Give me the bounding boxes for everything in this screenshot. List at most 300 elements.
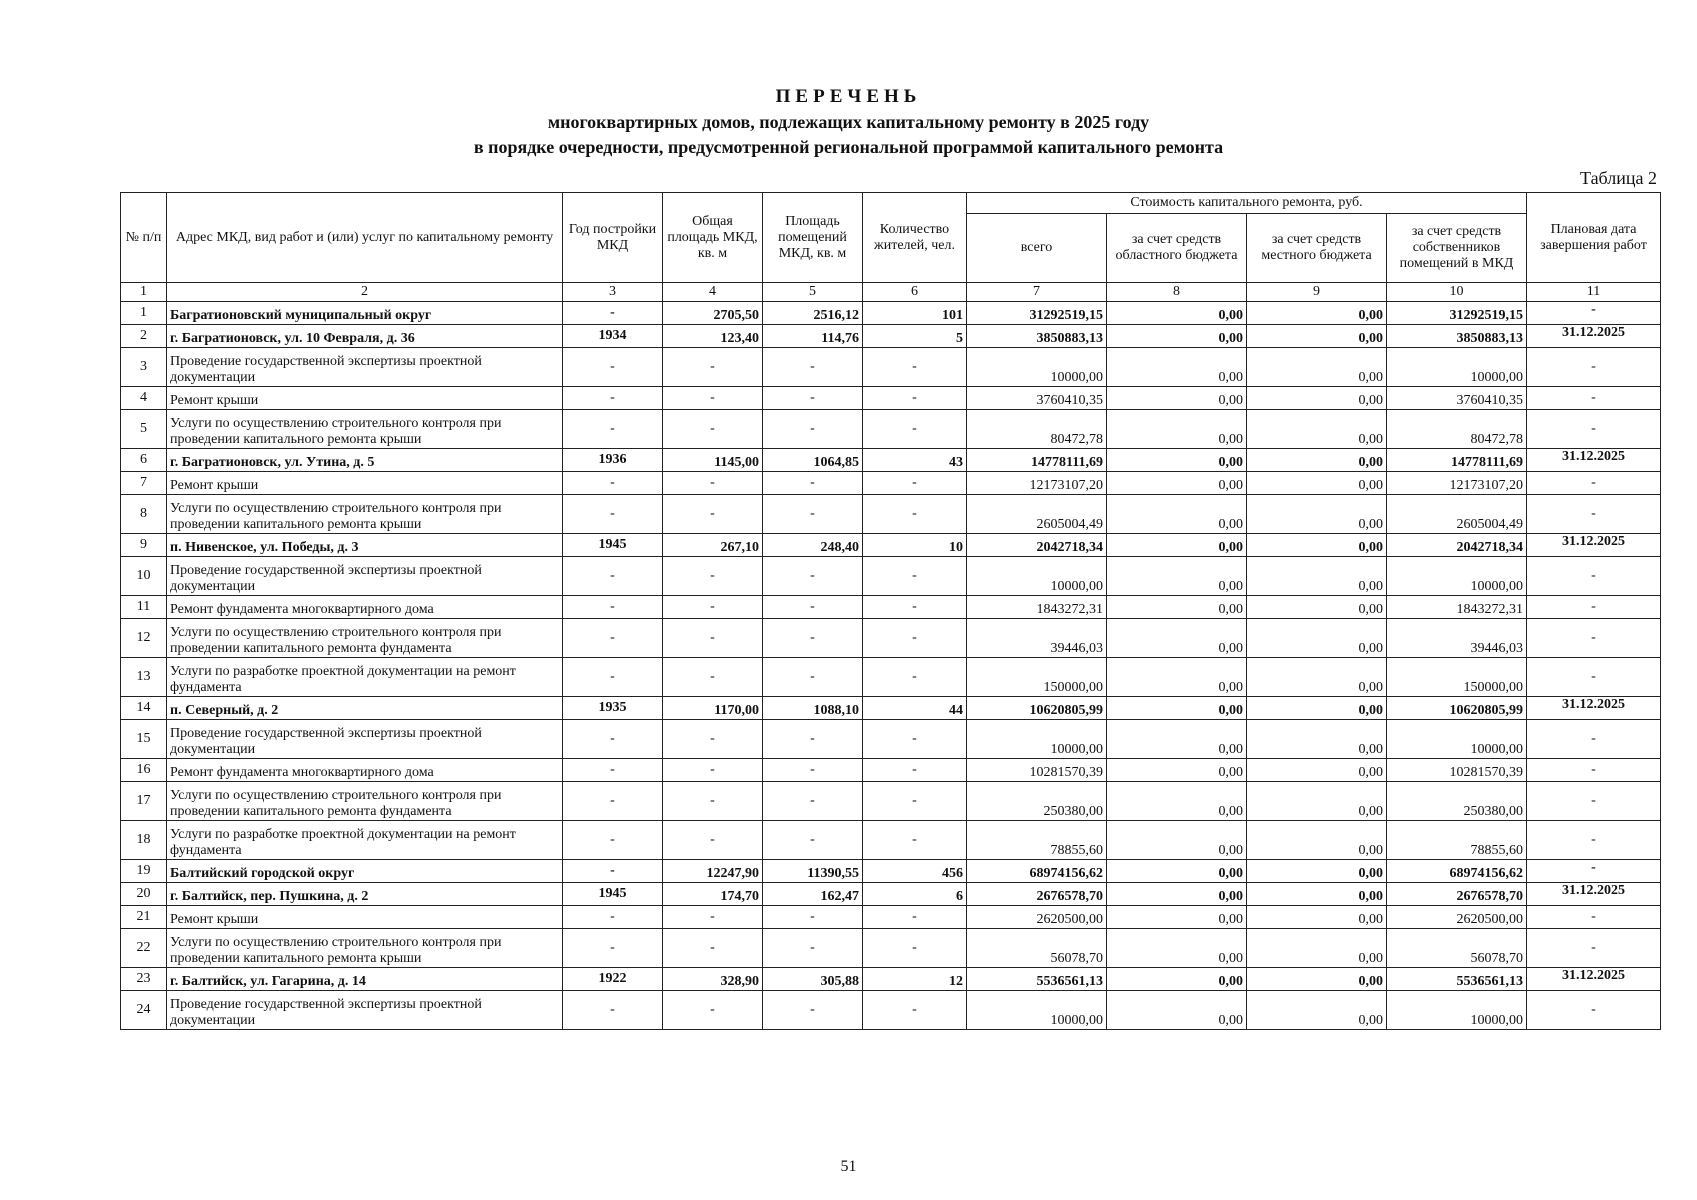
cell-year: 1945 [563,534,663,557]
cell-total-area: - [663,472,763,495]
cell-cost-total: 10000,00 [967,348,1107,387]
cell-cost-regional: 0,00 [1107,991,1247,1030]
table-row [121,968,1661,991]
cell-total-area: - [663,619,763,658]
cell-year: - [563,929,663,968]
cell-cost-regional: 0,00 [1107,906,1247,929]
cell-cost-total: 10620805,99 [967,697,1107,720]
cell-cost-total: 3760410,35 [967,387,1107,410]
cell-total-area: - [663,991,763,1030]
table-row [121,302,1661,325]
cell-premises-area: 114,76 [763,325,863,348]
cell-cost-owners: 78855,60 [1387,821,1527,860]
cell-cost-total: 2620500,00 [967,906,1107,929]
column-number: 9 [1247,283,1387,302]
cell-total-area: 174,70 [663,883,763,906]
cell-residents: - [863,387,967,410]
cell-address: Услуги по осуществлению строительного контроля при проведении капитального ремонта крыши [167,929,563,968]
cell-residents: - [863,782,967,821]
cell-address: Услуги по осуществлению строительного контроля при проведении капитального ремонта крыши [167,410,563,449]
cell-end-date: - [1527,302,1661,325]
cell-cost-local: 0,00 [1247,929,1387,968]
cell-total-area: 328,90 [663,968,763,991]
cell-end-date: - [1527,759,1661,782]
cell-cost-local: 0,00 [1247,387,1387,410]
column-number: 6 [863,283,967,302]
table-row [121,929,1661,968]
cell-residents: - [863,348,967,387]
table-row [121,325,1661,348]
cell-cost-owners: 5536561,13 [1387,968,1527,991]
table-body [121,302,1661,1030]
cell-residents: 44 [863,697,967,720]
cell-year: - [563,906,663,929]
cell-cost-owners: 10000,00 [1387,991,1527,1030]
cell-cost-owners: 80472,78 [1387,410,1527,449]
table-row [121,821,1661,860]
cell-total-area: - [663,759,763,782]
table-row [121,782,1661,821]
table-header [121,193,1661,302]
cell-num: 3 [121,348,167,387]
header-cost-local: за счет средств местного бюджета [1247,214,1387,283]
cell-cost-owners: 1843272,31 [1387,596,1527,619]
cell-cost-owners: 10000,00 [1387,557,1527,596]
cell-premises-area: - [763,472,863,495]
cell-cost-local: 0,00 [1247,495,1387,534]
cell-premises-area: 1088,10 [763,697,863,720]
cell-year: - [563,658,663,697]
cell-end-date: - [1527,348,1661,387]
cell-cost-regional: 0,00 [1107,495,1247,534]
cell-premises-area: - [763,720,863,759]
table-row [121,991,1661,1030]
cell-cost-regional: 0,00 [1107,821,1247,860]
cell-premises-area: 1064,85 [763,449,863,472]
cell-year: 1936 [563,449,663,472]
cell-cost-local: 0,00 [1247,534,1387,557]
cell-total-area: - [663,658,763,697]
cell-residents: 6 [863,883,967,906]
cell-end-date: - [1527,658,1661,697]
header-residents: Количество жителей, чел. [863,193,967,283]
header-total-area: Общая площадь МКД, кв. м [663,193,763,283]
cell-total-area: - [663,410,763,449]
cell-end-date: - [1527,991,1661,1030]
cell-cost-regional: 0,00 [1107,325,1247,348]
cell-residents: - [863,906,967,929]
cell-cost-regional: 0,00 [1107,619,1247,658]
cell-premises-area: - [763,821,863,860]
cell-residents: - [863,720,967,759]
cell-total-area: - [663,495,763,534]
cell-residents: - [863,495,967,534]
table-row [121,348,1661,387]
cell-address: Багратионовский муниципальный округ [167,302,563,325]
cell-end-date: - [1527,495,1661,534]
cell-year: 1934 [563,325,663,348]
cell-total-area: 1170,00 [663,697,763,720]
page-subtitle-line2: в порядке очередности, предусмотренной региональной программой капитального ремонта [473,137,1224,157]
cell-cost-local: 0,00 [1247,782,1387,821]
table-row [121,557,1661,596]
cell-num: 22 [121,929,167,968]
cell-address: Проведение государственной экспертизы проектной документации [167,720,563,759]
cell-premises-area: - [763,759,863,782]
cell-address: Проведение государственной экспертизы проектной документации [167,348,563,387]
cell-cost-local: 0,00 [1247,906,1387,929]
cell-cost-owners: 14778111,69 [1387,449,1527,472]
cell-year: - [563,759,663,782]
cell-residents: - [863,991,967,1030]
cell-num: 11 [121,596,167,619]
cell-num: 7 [121,472,167,495]
page-number: 51 [840,1158,857,1175]
cell-cost-regional: 0,00 [1107,348,1247,387]
cell-num: 9 [121,534,167,557]
cell-address: п. Северный, д. 2 [167,697,563,720]
cell-cost-owners: 2042718,34 [1387,534,1527,557]
cell-residents: - [863,821,967,860]
header-address: Адрес МКД, вид работ и (или) услуг по капитальному ремонту [167,193,563,283]
cell-year: - [563,860,663,883]
cell-total-area: - [663,821,763,860]
cell-cost-regional: 0,00 [1107,534,1247,557]
cell-total-area: - [663,387,763,410]
cell-residents: - [863,929,967,968]
cell-premises-area: 11390,55 [763,860,863,883]
cell-premises-area: 248,40 [763,534,863,557]
cell-premises-area: 2516,12 [763,302,863,325]
cell-residents: - [863,557,967,596]
header-year: Год постройки МКД [563,193,663,283]
cell-residents: - [863,658,967,697]
cell-address: Услуги по осуществлению строительного контроля при проведении капитального ремонта крыши [167,495,563,534]
cell-cost-local: 0,00 [1247,697,1387,720]
cell-cost-total: 10000,00 [967,720,1107,759]
cell-cost-owners: 2620500,00 [1387,906,1527,929]
header-num: № п/п [121,193,167,283]
cell-address: г. Багратионовск, ул. 10 Февраля, д. 36 [167,325,563,348]
cell-residents: 101 [863,302,967,325]
cell-year: - [563,410,663,449]
cell-cost-owners: 250380,00 [1387,782,1527,821]
cell-end-date: - [1527,619,1661,658]
cell-cost-owners: 10620805,99 [1387,697,1527,720]
cell-cost-regional: 0,00 [1107,720,1247,759]
cell-cost-total: 5536561,13 [967,968,1107,991]
header-premises-area: Площадь помещений МКД, кв. м [763,193,863,283]
cell-cost-total: 2676578,70 [967,883,1107,906]
cell-cost-regional: 0,00 [1107,410,1247,449]
cell-num: 5 [121,410,167,449]
cell-address: г. Балтийск, ул. Гагарина, д. 14 [167,968,563,991]
cell-cost-total: 10000,00 [967,557,1107,596]
cell-total-area: - [663,782,763,821]
cell-cost-total: 39446,03 [967,619,1107,658]
cell-year: - [563,302,663,325]
cell-premises-area: 305,88 [763,968,863,991]
table-row [121,534,1661,557]
table-row [121,619,1661,658]
cell-end-date: 31.12.2025 [1527,534,1661,557]
cell-num: 2 [121,325,167,348]
cell-residents: 10 [863,534,967,557]
cell-cost-owners: 10000,00 [1387,348,1527,387]
cell-cost-total: 1843272,31 [967,596,1107,619]
table-row [121,387,1661,410]
cell-cost-total: 250380,00 [967,782,1107,821]
table-row [121,883,1661,906]
cell-address: Услуги по разработке проектной документации на ремонт фундамента [167,658,563,697]
cell-cost-regional: 0,00 [1107,658,1247,697]
column-number: 4 [663,283,763,302]
cell-end-date: 31.12.2025 [1527,325,1661,348]
cell-cost-regional: 0,00 [1107,387,1247,410]
column-number: 5 [763,283,863,302]
header-cost-regional: за счет средств областного бюджета [1107,214,1247,283]
cell-year: 1935 [563,697,663,720]
cell-year: - [563,821,663,860]
cell-end-date: - [1527,387,1661,410]
cell-year: - [563,991,663,1030]
cell-premises-area: - [763,782,863,821]
cell-cost-total: 150000,00 [967,658,1107,697]
cell-cost-local: 0,00 [1247,325,1387,348]
cell-total-area: - [663,557,763,596]
column-number: 8 [1107,283,1247,302]
cell-cost-regional: 0,00 [1107,860,1247,883]
cell-premises-area: - [763,557,863,596]
cell-premises-area: - [763,596,863,619]
cell-cost-owners: 12173107,20 [1387,472,1527,495]
cell-cost-owners: 31292519,15 [1387,302,1527,325]
cell-cost-local: 0,00 [1247,860,1387,883]
table-row [121,449,1661,472]
cell-premises-area: - [763,495,863,534]
cell-address: Балтийский городской округ [167,860,563,883]
table-row [121,596,1661,619]
table-row [121,759,1661,782]
cell-num: 8 [121,495,167,534]
cell-cost-local: 0,00 [1247,472,1387,495]
cell-residents: - [863,596,967,619]
cell-cost-regional: 0,00 [1107,596,1247,619]
cell-cost-total: 3850883,13 [967,325,1107,348]
cell-end-date: - [1527,472,1661,495]
table-row [121,472,1661,495]
cell-num: 12 [121,619,167,658]
cell-year: - [563,348,663,387]
cell-end-date: - [1527,410,1661,449]
cell-end-date: - [1527,929,1661,968]
cell-cost-owners: 10281570,39 [1387,759,1527,782]
cell-residents: 43 [863,449,967,472]
cell-end-date: - [1527,720,1661,759]
cell-cost-total: 10281570,39 [967,759,1107,782]
cell-cost-local: 0,00 [1247,449,1387,472]
cell-year: - [563,387,663,410]
cell-end-date: - [1527,906,1661,929]
cell-total-area: 2705,50 [663,302,763,325]
table-row [121,697,1661,720]
cell-year: 1945 [563,883,663,906]
cell-premises-area: - [763,906,863,929]
cell-cost-owners: 3760410,35 [1387,387,1527,410]
cell-num: 10 [121,557,167,596]
table-row [121,720,1661,759]
column-number: 7 [967,283,1107,302]
cell-cost-local: 0,00 [1247,883,1387,906]
cell-year: 1922 [563,968,663,991]
table-row [121,495,1661,534]
cell-cost-local: 0,00 [1247,410,1387,449]
cell-cost-regional: 0,00 [1107,929,1247,968]
cell-address: Ремонт крыши [167,387,563,410]
cell-cost-total: 56078,70 [967,929,1107,968]
cell-cost-total: 2042718,34 [967,534,1107,557]
cell-cost-total: 10000,00 [967,991,1107,1030]
cell-num: 24 [121,991,167,1030]
cell-num: 6 [121,449,167,472]
cell-residents: 5 [863,325,967,348]
cell-cost-local: 0,00 [1247,658,1387,697]
cell-total-area: 123,40 [663,325,763,348]
cell-year: - [563,720,663,759]
cell-cost-owners: 150000,00 [1387,658,1527,697]
cell-cost-total: 78855,60 [967,821,1107,860]
table-row [121,906,1661,929]
cell-num: 15 [121,720,167,759]
cell-address: Проведение государственной экспертизы проектной документации [167,991,563,1030]
cell-num: 23 [121,968,167,991]
cell-num: 16 [121,759,167,782]
table-row [121,658,1661,697]
cell-end-date: - [1527,860,1661,883]
cell-cost-regional: 0,00 [1107,697,1247,720]
cell-total-area: - [663,906,763,929]
cell-cost-owners: 3850883,13 [1387,325,1527,348]
cell-num: 21 [121,906,167,929]
cell-cost-local: 0,00 [1247,619,1387,658]
cell-num: 14 [121,697,167,720]
cell-cost-regional: 0,00 [1107,782,1247,821]
cell-address: Ремонт фундамента многоквартирного дома [167,759,563,782]
cell-premises-area: - [763,991,863,1030]
column-number: 2 [167,283,563,302]
column-number: 3 [563,283,663,302]
cell-num: 20 [121,883,167,906]
cell-total-area: - [663,348,763,387]
cell-end-date: - [1527,557,1661,596]
cell-cost-owners: 68974156,62 [1387,860,1527,883]
cell-num: 18 [121,821,167,860]
cell-residents: - [863,410,967,449]
cell-total-area: 12247,90 [663,860,763,883]
cell-end-date: 31.12.2025 [1527,883,1661,906]
cell-year: - [563,619,663,658]
header-end-date: Плановая дата завершения работ [1527,193,1661,283]
cell-cost-total: 2605004,49 [967,495,1107,534]
cell-cost-total: 68974156,62 [967,860,1107,883]
cell-address: Ремонт крыши [167,906,563,929]
cell-year: - [563,557,663,596]
cell-residents: 456 [863,860,967,883]
cell-cost-regional: 0,00 [1107,472,1247,495]
cell-cost-local: 0,00 [1247,302,1387,325]
cell-total-area: - [663,720,763,759]
page-title: ПЕРЕЧЕНЬ [775,86,922,107]
cell-cost-regional: 0,00 [1107,449,1247,472]
cell-end-date: 31.12.2025 [1527,449,1661,472]
cell-num: 19 [121,860,167,883]
cell-num: 1 [121,302,167,325]
cell-cost-total: 31292519,15 [967,302,1107,325]
cell-premises-area: - [763,929,863,968]
cell-premises-area: - [763,410,863,449]
cell-address: Услуги по осуществлению строительного контроля при проведении капитального ремонта фундамента [167,619,563,658]
cell-cost-owners: 2605004,49 [1387,495,1527,534]
cell-cost-local: 0,00 [1247,759,1387,782]
cell-residents: - [863,759,967,782]
cell-address: Услуги по осуществлению строительного контроля при проведении капитального ремонта фундамента [167,782,563,821]
cell-cost-total: 80472,78 [967,410,1107,449]
cell-total-area: - [663,929,763,968]
buildings-table [120,192,1661,1030]
cell-cost-local: 0,00 [1247,557,1387,596]
cell-cost-total: 12173107,20 [967,472,1107,495]
cell-end-date: 31.12.2025 [1527,697,1661,720]
cell-premises-area: - [763,619,863,658]
cell-year: - [563,472,663,495]
cell-address: г. Багратионовск, ул. Утина, д. 5 [167,449,563,472]
cell-address: Ремонт крыши [167,472,563,495]
cell-address: Проведение государственной экспертизы проектной документации [167,557,563,596]
cell-cost-owners: 39446,03 [1387,619,1527,658]
cell-cost-owners: 2676578,70 [1387,883,1527,906]
cell-premises-area: - [763,658,863,697]
cell-premises-area: 162,47 [763,883,863,906]
cell-address: г. Балтийск, пер. Пушкина, д. 2 [167,883,563,906]
header-cost-owners: за счет средств собственников помещений в МКД [1387,214,1527,283]
cell-cost-regional: 0,00 [1107,302,1247,325]
cell-num: 4 [121,387,167,410]
cell-residents: - [863,619,967,658]
table-label: Таблица 2 [1580,168,1657,188]
cell-num: 17 [121,782,167,821]
cell-cost-local: 0,00 [1247,720,1387,759]
cell-address: Ремонт фундамента многоквартирного дома [167,596,563,619]
cell-cost-local: 0,00 [1247,991,1387,1030]
cell-end-date: 31.12.2025 [1527,968,1661,991]
cell-year: - [563,596,663,619]
cell-cost-local: 0,00 [1247,968,1387,991]
cell-total-area: 267,10 [663,534,763,557]
cell-residents: 12 [863,968,967,991]
cell-cost-regional: 0,00 [1107,968,1247,991]
cell-address: п. Нивенское, ул. Победы, д. 3 [167,534,563,557]
column-number: 10 [1387,283,1527,302]
cell-end-date: - [1527,821,1661,860]
header-cost-group: Стоимость капитального ремонта, руб. [967,193,1527,214]
column-numbers-row [121,283,1661,302]
page-subtitle-line1: многоквартирных домов, подлежащих капитальному ремонту в 2025 году [547,112,1150,132]
cell-cost-owners: 56078,70 [1387,929,1527,968]
cell-cost-local: 0,00 [1247,596,1387,619]
cell-cost-regional: 0,00 [1107,759,1247,782]
header-cost-total: всего [967,214,1107,283]
cell-cost-total: 14778111,69 [967,449,1107,472]
